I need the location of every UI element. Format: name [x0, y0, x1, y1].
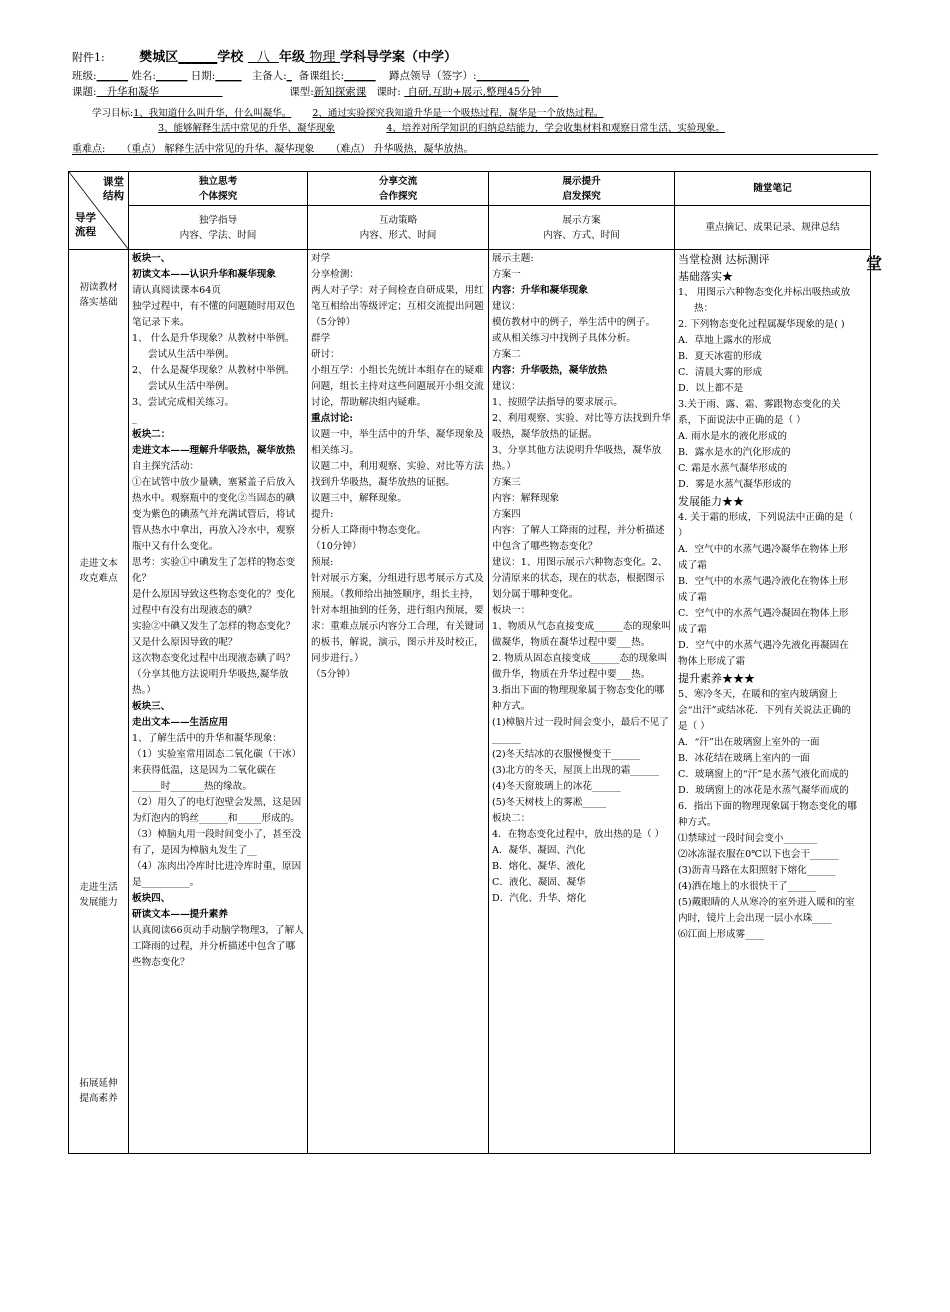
col1-line: 研读文本——提升素养	[132, 909, 228, 920]
goal-1: 1、我知道什么叫升华，什么叫凝华。	[133, 108, 292, 119]
col2-line: （5分钟）	[311, 669, 356, 680]
sub-head-1: 独学指导 内容、学法、时间	[129, 206, 308, 250]
col-individual	[129, 250, 308, 1154]
sub-head-2: 互动策略 内容、形式、时间	[308, 206, 489, 250]
col2-line: 分析人工降雨中物态变化。	[311, 525, 427, 536]
guide-table	[68, 171, 882, 1154]
col1-line: _	[132, 413, 137, 424]
col-head-4: 随堂笔记	[675, 172, 871, 206]
col4-line: 发展能力★★	[678, 495, 744, 508]
col3-line: 模仿教材中的例子，举生活中的例子。	[492, 317, 656, 328]
lead-label: 主备人:	[251, 70, 287, 82]
title-tail: 学科导学案（中学）	[340, 50, 458, 65]
col3-line: (3)北方的冬天，屋顶上出现的霜______	[492, 765, 660, 776]
grade-suffix: 年级	[278, 50, 305, 65]
col-sharing	[308, 250, 489, 1154]
col4-line: 提升素养★★★	[678, 672, 755, 685]
district: 樊城区	[139, 50, 179, 65]
col1-line: （分享其他方法说明升华吸热,凝华放热。）	[132, 669, 289, 696]
col4-line: A．空气中的水蒸气遇冷凝华在物体上形成了霜	[678, 544, 849, 571]
col3-line: 2、利用观察、实验、对比等方法找到升华吸热，凝华放热的证据。	[492, 413, 671, 440]
col2-line: 提升:	[311, 509, 334, 520]
grade: 八	[256, 50, 270, 65]
doc-title: 附件1: 樊城区______学校 八 年级 物理 学科导学案（中学）	[72, 50, 458, 65]
goal-3: 3、能够解释生活中常见的升华、凝华现象	[158, 123, 336, 134]
goal-2: 2、通过实验探究我知道升华是一个吸热过程，凝华是一个放热过程。	[312, 108, 604, 119]
col2-line: 重点讨论:	[311, 413, 353, 424]
col4-line: 4. 关于霜的形成，下列说法中正确的是（ ）	[678, 512, 854, 539]
corner-top: 课堂 结构	[103, 176, 124, 202]
col3-line: (5)冬天树枝上的雾凇_____	[492, 797, 607, 808]
keypoints-label: 重难点:	[72, 144, 106, 155]
col1-line: 初读文本——认识升华和凝华现象	[132, 269, 276, 280]
hours: 自研,互助+展示,整理45分钟	[407, 86, 542, 98]
col1-line: 2、 什么是凝华现象？从教材中举例。尝试从生活中举例。	[132, 365, 295, 392]
col4-line: A．“汗”出在玻璃窗上室外的一面	[678, 737, 820, 748]
col4-line: A. 雨水是水的液化形成的	[678, 431, 787, 442]
col3-line: 建议：	[492, 301, 521, 312]
col3-line: 方案一	[492, 269, 521, 280]
col4-line: (5)戴眼睛的人从寒冷的室外进入暖和的室内时，镜片上会出现一层小水珠____	[678, 897, 855, 924]
col1-line: 是什么原因导致这些物态变化的？变化过程中有没有出现液态的碘？	[132, 589, 296, 616]
school-suffix: 学校	[217, 50, 244, 65]
col1-line: 走进文本——理解升华吸热，凝华放热	[132, 445, 296, 456]
notes-content	[678, 251, 867, 943]
col4-line: B．露水是水的汽化形成的	[678, 447, 791, 458]
col4-line: B．空气中的水蒸气遇冷液化在物体上形成了霜	[678, 576, 849, 603]
hours-label: 课时:	[376, 86, 401, 98]
col1-line: （4）冻肉出冷库时比进冷库时重，原因是__________。	[132, 861, 302, 888]
col1-line: （3）樟脑丸用一段时间变小了，甚至没有了，是因为樟脑丸发生了__	[132, 829, 302, 856]
col1-line: 板块三、	[132, 701, 171, 712]
col1-line: 独学过程中，有不懂的问题随时用双色笔记录下来。	[132, 301, 296, 328]
col1-line: ①在试管中放少量碘，塞紧盖子后放入热水中。观察瓶中的变化②当固态的碘变为紫色的碘蒸气并充满试管后，将试管从热水中拿出，再放入冷水中，观察瓶中又有什么变化。	[132, 477, 296, 552]
col4-line: D．雾是水蒸气凝华形成的	[678, 479, 792, 490]
col3-line: (2)冬天结冰的衣服慢慢变干______	[492, 749, 640, 760]
col4-line: C．空气中的水蒸气遇冷凝固在物体上形成了霜	[678, 608, 849, 635]
learning-goals	[92, 105, 725, 135]
col2-line: 小组互学：小组长先统计本组存在的疑难问题，组长主持对这些问题展开小组交流讨论，帮助解决组内疑难。	[311, 365, 484, 408]
sub-head-4: 重点摘记、成果记录、规律总结	[675, 206, 871, 250]
corner-cell	[69, 172, 129, 250]
col1-line: 板块一、	[132, 253, 171, 264]
col1-line: 这次物态变化过程中出现液态碘了吗？	[132, 653, 296, 664]
showcase-content	[492, 251, 671, 907]
col4-line: ⑴禁球过一段时间会变小_______	[678, 833, 818, 844]
sub-head-3: 展示方案 内容、方式、时间	[489, 206, 675, 250]
col1-line: 认真阅读66页动手动脑学物理3，了解人工降雨的过程，并分析描述中包含了哪些物态变化？	[132, 925, 304, 968]
info-row-2	[72, 84, 880, 100]
col4-line: 2. 下列物态变化过程属凝华现象的是( )	[678, 319, 845, 330]
col2-line: 对学	[311, 253, 331, 264]
col3-line: 或从相关练习中找例子具体分析。	[492, 333, 636, 344]
col3-line: 2. 物质从固态直接变成______态的现象叫做升华，物质在升华过程中要___热。	[492, 653, 668, 680]
date-label: 日期:	[190, 70, 216, 82]
col3-line: 板块二：	[492, 813, 531, 824]
col4-line: A．草地上露水的形成	[678, 335, 772, 346]
col2-line: 预展:	[311, 557, 334, 568]
key-points	[72, 140, 878, 155]
goal-4: 4、培养对所学知识的归纳总结能力，学会收集材料和观察日常生活、实验现象。	[386, 123, 725, 134]
col1-line: 3、尝试完成相关练习。	[132, 397, 235, 408]
stage-3: 走进生活 发展能力	[79, 882, 118, 908]
col2-line: 议题二中，利用观察、实验、对比等方法找到升华吸热，凝华放热的证据。	[311, 461, 484, 488]
col3-line: 展示主题:	[492, 253, 534, 264]
attachment-label: 附件1:	[72, 51, 105, 64]
col3-line: (4)冬天窗玻璃上的冰花______	[492, 781, 621, 792]
col3-line: D．汽化、升华、熔化	[492, 893, 587, 904]
col4-line: C．玻璃窗上的“汗”是水蒸气液化而成的	[678, 769, 849, 780]
col2-line: 分享检测：	[311, 269, 359, 280]
goals-label: 学习目标:	[92, 108, 134, 119]
col2-line: 研讨：	[311, 349, 340, 360]
lesson-type: 新知探索课	[313, 86, 367, 98]
col4-line: (4)洒在地上的水很快干了______	[678, 881, 817, 892]
col4-line: C. 霜是水蒸气凝华形成的	[678, 463, 788, 474]
col4-line: 基础落实★	[678, 270, 733, 283]
col3-line: 4．在物态变化过程中，放出热的是（ ）	[492, 829, 665, 840]
col3-line: 1、按照学法指导的要求展示。	[492, 397, 623, 408]
leader-label: 蹲点领导（签字）:	[388, 70, 477, 82]
col2-line: 两人对子学：对子间检查自研成果，用红笔互相给出等级评定；互相交流提出问题	[311, 285, 484, 312]
type-label: 课型:	[289, 86, 314, 98]
col3-line: 3、分享其他方法说明升华吸热，凝华放热。）	[492, 445, 662, 472]
notes-big-char: 堂	[865, 254, 882, 273]
col-showcase	[489, 250, 675, 1154]
col-notes	[675, 250, 882, 1154]
col-head-2: 分享交流 合作探究	[308, 172, 489, 206]
col4-line: D．空气中的水蒸气遇冷先液化再凝固在物体上形成了霜	[678, 640, 849, 667]
info-row-1: 班级:______ 姓名:______ 日期:_____ 主备人:_ 备课组长:______ 蹲点领导（签字）:__________	[72, 70, 530, 82]
col1-line: 板块二：	[132, 429, 171, 440]
class-label: 班级:	[72, 70, 97, 82]
col1-line: 请认真阅读课本64页	[132, 285, 221, 296]
col3-line: 3.指出下面的物理现象属于物态变化的哪种方式。	[492, 685, 665, 712]
col4-line: D．以上都不是	[678, 383, 744, 394]
col4-line: 6．指出下面的物理现象属于物态变化的哪种方式。	[678, 801, 857, 828]
col3-line: 内容：升华吸热，凝华放热	[492, 365, 608, 376]
col3-line: 内容：解释现象	[492, 493, 560, 504]
group-label: 备课组长:	[298, 70, 345, 82]
topic-label: 课题:	[72, 86, 97, 98]
name-label: 姓名:	[131, 70, 156, 82]
col-head-1: 独立思考 个体探究	[129, 172, 308, 206]
col3-line: (1)樟脑片过一段时间会变小，最后不见了______	[492, 717, 669, 744]
header	[72, 46, 880, 100]
stage-column	[69, 250, 129, 1154]
col1-line: 又是什么原因导致的呢？	[132, 637, 238, 648]
col3-line: A．凝华、凝固、汽化	[492, 845, 586, 856]
col1-line: 1、 什么是升华现象？从教材中举例。尝试从生活中举例。	[132, 333, 295, 360]
col2-line: （5分钟）	[311, 317, 356, 328]
col1-line: 自主探究活动：	[132, 461, 200, 472]
col2-line: 群学	[311, 333, 331, 344]
col4-line: B．夏天冰雹的形成	[678, 351, 762, 362]
col4-line: (3)沥青马路在太阳照射下熔化______	[678, 865, 836, 876]
col3-line: 1、物质从气态直接变成______态的现象叫做凝华，物质在凝华过程中要___热。	[492, 621, 671, 648]
stage-2: 走进文本 攻克难点	[79, 558, 118, 584]
topic: 升华和凝华	[106, 86, 160, 98]
corner-bottom: 导学 流程	[75, 212, 96, 238]
col4-line: 1、 用图示六种物态变化并标出吸热或放热：	[678, 287, 851, 314]
col2-line: 议题三中，解释现象。	[311, 493, 407, 504]
col4-line: ⑵冰冻湿衣服在0℃以下也会干______	[678, 849, 839, 860]
col4-line: ⑹江面上形成雾____	[678, 929, 765, 940]
col-head-3: 展示提升 启发探究	[489, 172, 675, 206]
col3-line: 方案三	[492, 477, 521, 488]
col1-line: 实验②中碘又发生了怎样的物态变化？	[132, 621, 296, 632]
col2-line: （10分钟）	[311, 541, 362, 552]
stage-4: 拓展延伸 提高素养	[79, 1078, 118, 1104]
col2-line: 议题一中，举生活中的升华、凝华现象及相关练习。	[311, 429, 484, 456]
col3-line: 建议：1、用图示展示六种物态变化。2、分清原来的状态，现在的状态，根据图示划分属于哪种变化。	[492, 557, 668, 600]
col4-line: C．清晨大雾的形成	[678, 367, 763, 378]
col3-line: 板块一：	[492, 605, 531, 616]
col4-line: 5、寒冷冬天，在暖和的室内玻璃窗上会“出汗”或结冰花．下列有关说法正确的是（ ）	[678, 689, 851, 732]
sharing-content	[311, 251, 485, 683]
col3-line: C．液化、凝固、凝华	[492, 877, 586, 888]
col3-line: 方案四	[492, 509, 521, 520]
col1-line: （2）用久了的电灯泡壁会发黑，这是因为灯泡内的钨丝______和_____形成的。	[132, 797, 302, 824]
col3-line: 内容：了解人工降雨的过程，并分析描述中包含了哪些物态变化？	[492, 525, 665, 552]
col4-line: 当堂检测 达标测评	[678, 253, 770, 266]
col1-line: 走出文本——生活应用	[132, 717, 228, 728]
col4-line: 3.关于雨、露、霜、雾跟物态变化的关系，下面说法中正确的是（ ）	[678, 399, 841, 426]
col1-line: 思考：实验①中碘发生了怎样的物态变化？	[132, 557, 296, 584]
stage-1: 初读教材 落实基础	[79, 282, 118, 308]
col1-line: （1）实验室常用固态二氧化碳（干冰）来获得低温，这是因为二氧化碳在______时_______热的缘故。	[132, 749, 302, 792]
col3-line: 内容：升华和凝华现象	[492, 285, 588, 296]
col3-line: 建议：	[492, 381, 521, 392]
individual-content	[132, 251, 304, 971]
col3-line: 方案二	[492, 349, 521, 360]
col1-line: 板块四、	[132, 893, 171, 904]
col3-line: B．熔化、凝华、液化	[492, 861, 586, 872]
keypoint-key: （重点） 解释生活中常见的升华、凝华现象	[121, 144, 315, 155]
col2-line: 针对展示方案，分组进行思考展示方式及预展。（教师给出抽签顺序，组长主持，针对本组抽到的任务，进行组内预展，要求：重难点展示内容分工合理，有关键词的板书，解说，演示，图示并及时校正，同步进行。）	[311, 573, 484, 664]
col4-line: B．冰花结在玻璃上室内的一面	[678, 753, 810, 764]
keypoint-hard: （难点） 升华吸热，凝华放热。	[330, 144, 474, 155]
subject: 物理	[309, 50, 336, 65]
col4-line: D．玻璃窗上的冰花是水蒸气凝华而成的	[678, 785, 849, 796]
col1-line: 1、了解生活中的升华和凝华现象：	[132, 733, 283, 744]
